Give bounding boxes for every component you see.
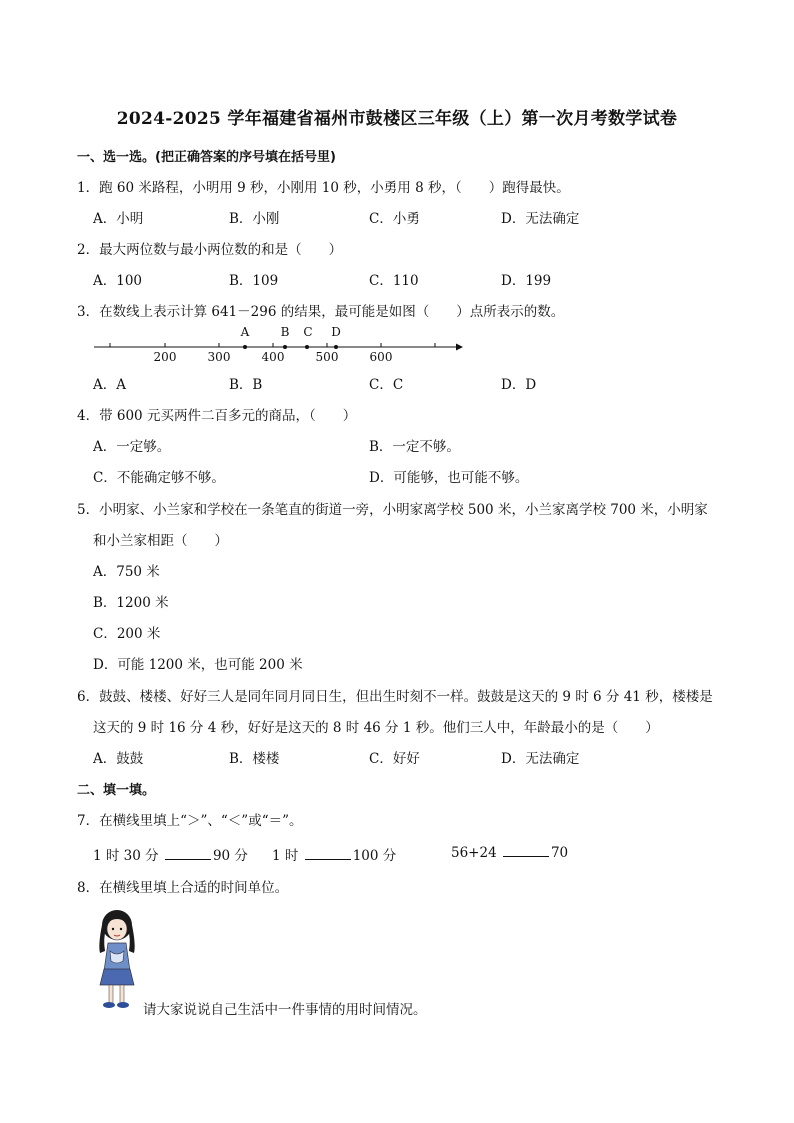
q6-option-d[interactable]: D．无法确定 [501, 751, 580, 767]
q2-option-a[interactable]: A．100 [93, 273, 143, 289]
q1-option-c[interactable]: C．小勇 [369, 211, 420, 227]
q7-item-1 [93, 844, 248, 864]
q7-item-3 [451, 844, 568, 861]
point-b-dot [283, 345, 287, 349]
question-3: 3．在数线上表示计算 641－296 的结果，最可能是如图（ ）点所表示的数。 [77, 304, 565, 320]
point-d-dot [334, 345, 338, 349]
question-6-line-1: 6．鼓鼓、楼楼、好好三人是同年同月同日生，但出生时刻不一样。鼓鼓是这天的 9 时 6 分 41 秒，楼楼是 [77, 689, 713, 705]
tick-label-600: 600 [369, 350, 393, 364]
tick-label-500: 500 [315, 350, 339, 364]
section-1-heading: 一、选一选。(把正确答案的序号填在括号里) [77, 150, 336, 165]
question-4: 4．带 600 元买两件二百多元的商品，（ ） [77, 408, 357, 424]
point-b-label: B [280, 325, 290, 339]
girl-speech-text: 请大家说说自己生活中一件事情的用时间情况。 [143, 1002, 427, 1018]
q4-option-b[interactable]: B．一定不够。 [369, 439, 460, 455]
tick-label-300: 300 [207, 350, 231, 364]
q3-option-a[interactable]: A．A [93, 377, 126, 393]
question-1: 1．跑 60 米路程，小明用 9 秒，小刚用 10 秒，小勇用 8 秒，（ ）跑得最快。 [77, 180, 570, 196]
point-d-label: D [331, 325, 341, 339]
number-line-arrow-icon [456, 344, 463, 351]
q5-option-d[interactable]: D．可能 1200 米，也可能 200 米 [93, 657, 303, 673]
q3-option-c[interactable]: C．C [369, 377, 404, 393]
q2-option-d[interactable]: D．199 [501, 273, 552, 289]
q2-option-c[interactable]: C．110 [369, 273, 419, 289]
question-5-line-1: 5．小明家、小兰家和学校在一条笔直的街道一旁，小明家离学校 500 米，小兰家离学校 700 米，小明家 [77, 502, 708, 518]
question-6-line-2: 这天的 9 时 16 分 4 秒，好好是这天的 8 时 46 分 1 秒。他们三人中，年龄最小的是（ ） [93, 720, 659, 736]
point-a-dot [243, 345, 247, 349]
q7-item-2-left: 1 时 [272, 848, 299, 864]
q7-blank-1[interactable] [165, 847, 211, 860]
q5-option-a[interactable]: A．750 米 [93, 564, 160, 580]
q6-option-c[interactable]: C．好好 [369, 751, 420, 767]
point-c-label: C [303, 325, 313, 339]
q5-option-b[interactable]: B．1200 米 [93, 595, 169, 611]
q7-item-3-right: 70 [550, 845, 569, 861]
q1-option-d[interactable]: D．无法确定 [501, 211, 580, 227]
q2-option-b[interactable]: B．109 [229, 273, 279, 289]
q6-option-a[interactable]: A．鼓鼓 [93, 751, 144, 767]
tick-label-400: 400 [261, 350, 285, 364]
q1-option-a[interactable]: A．小明 [93, 211, 144, 227]
q7-item-2 [272, 844, 396, 864]
q5-option-c[interactable]: C．200 米 [93, 626, 161, 642]
q7-item-1-left: 1 时 30 分 [93, 848, 159, 864]
question-7: 7．在横线里填上“＞”、“＜”或“＝”。 [77, 813, 303, 829]
q3-option-d[interactable]: D．D [501, 377, 537, 393]
q4-option-d[interactable]: D．可能够，也可能不够。 [369, 470, 529, 486]
section-2-heading: 二、填一填。 [77, 783, 156, 798]
question-8: 8．在横线里填上合适的时间单位。 [77, 880, 289, 896]
q7-blank-3[interactable] [503, 844, 549, 857]
q7-item-2-right: 100 分 [352, 848, 397, 864]
q4-option-c[interactable]: C．不能确定够不够。 [93, 470, 225, 486]
number-line [90, 320, 470, 370]
question-2: 2．最大两位数与最小两位数的和是（ ） [77, 242, 343, 258]
point-a-label: A [240, 325, 250, 339]
girl-illustration-icon [90, 905, 142, 1013]
q7-item-3-left: 56+24 [451, 845, 497, 861]
question-5-line-2: 和小兰家相距（ ） [93, 533, 228, 549]
q7-blank-2[interactable] [305, 847, 351, 860]
q7-item-1-right: 90 分 [212, 848, 248, 864]
point-c-dot [305, 345, 309, 349]
exam-title: 2024-2025 学年福建省福州市鼓楼区三年级（上）第一次月考数学试卷 [116, 109, 678, 129]
q6-option-b[interactable]: B．楼楼 [229, 751, 280, 767]
tick-label-200: 200 [153, 350, 177, 364]
q3-option-b[interactable]: B．B [229, 377, 263, 393]
q1-option-b[interactable]: B．小刚 [229, 211, 280, 227]
q4-option-a[interactable]: A．一定够。 [93, 439, 171, 455]
